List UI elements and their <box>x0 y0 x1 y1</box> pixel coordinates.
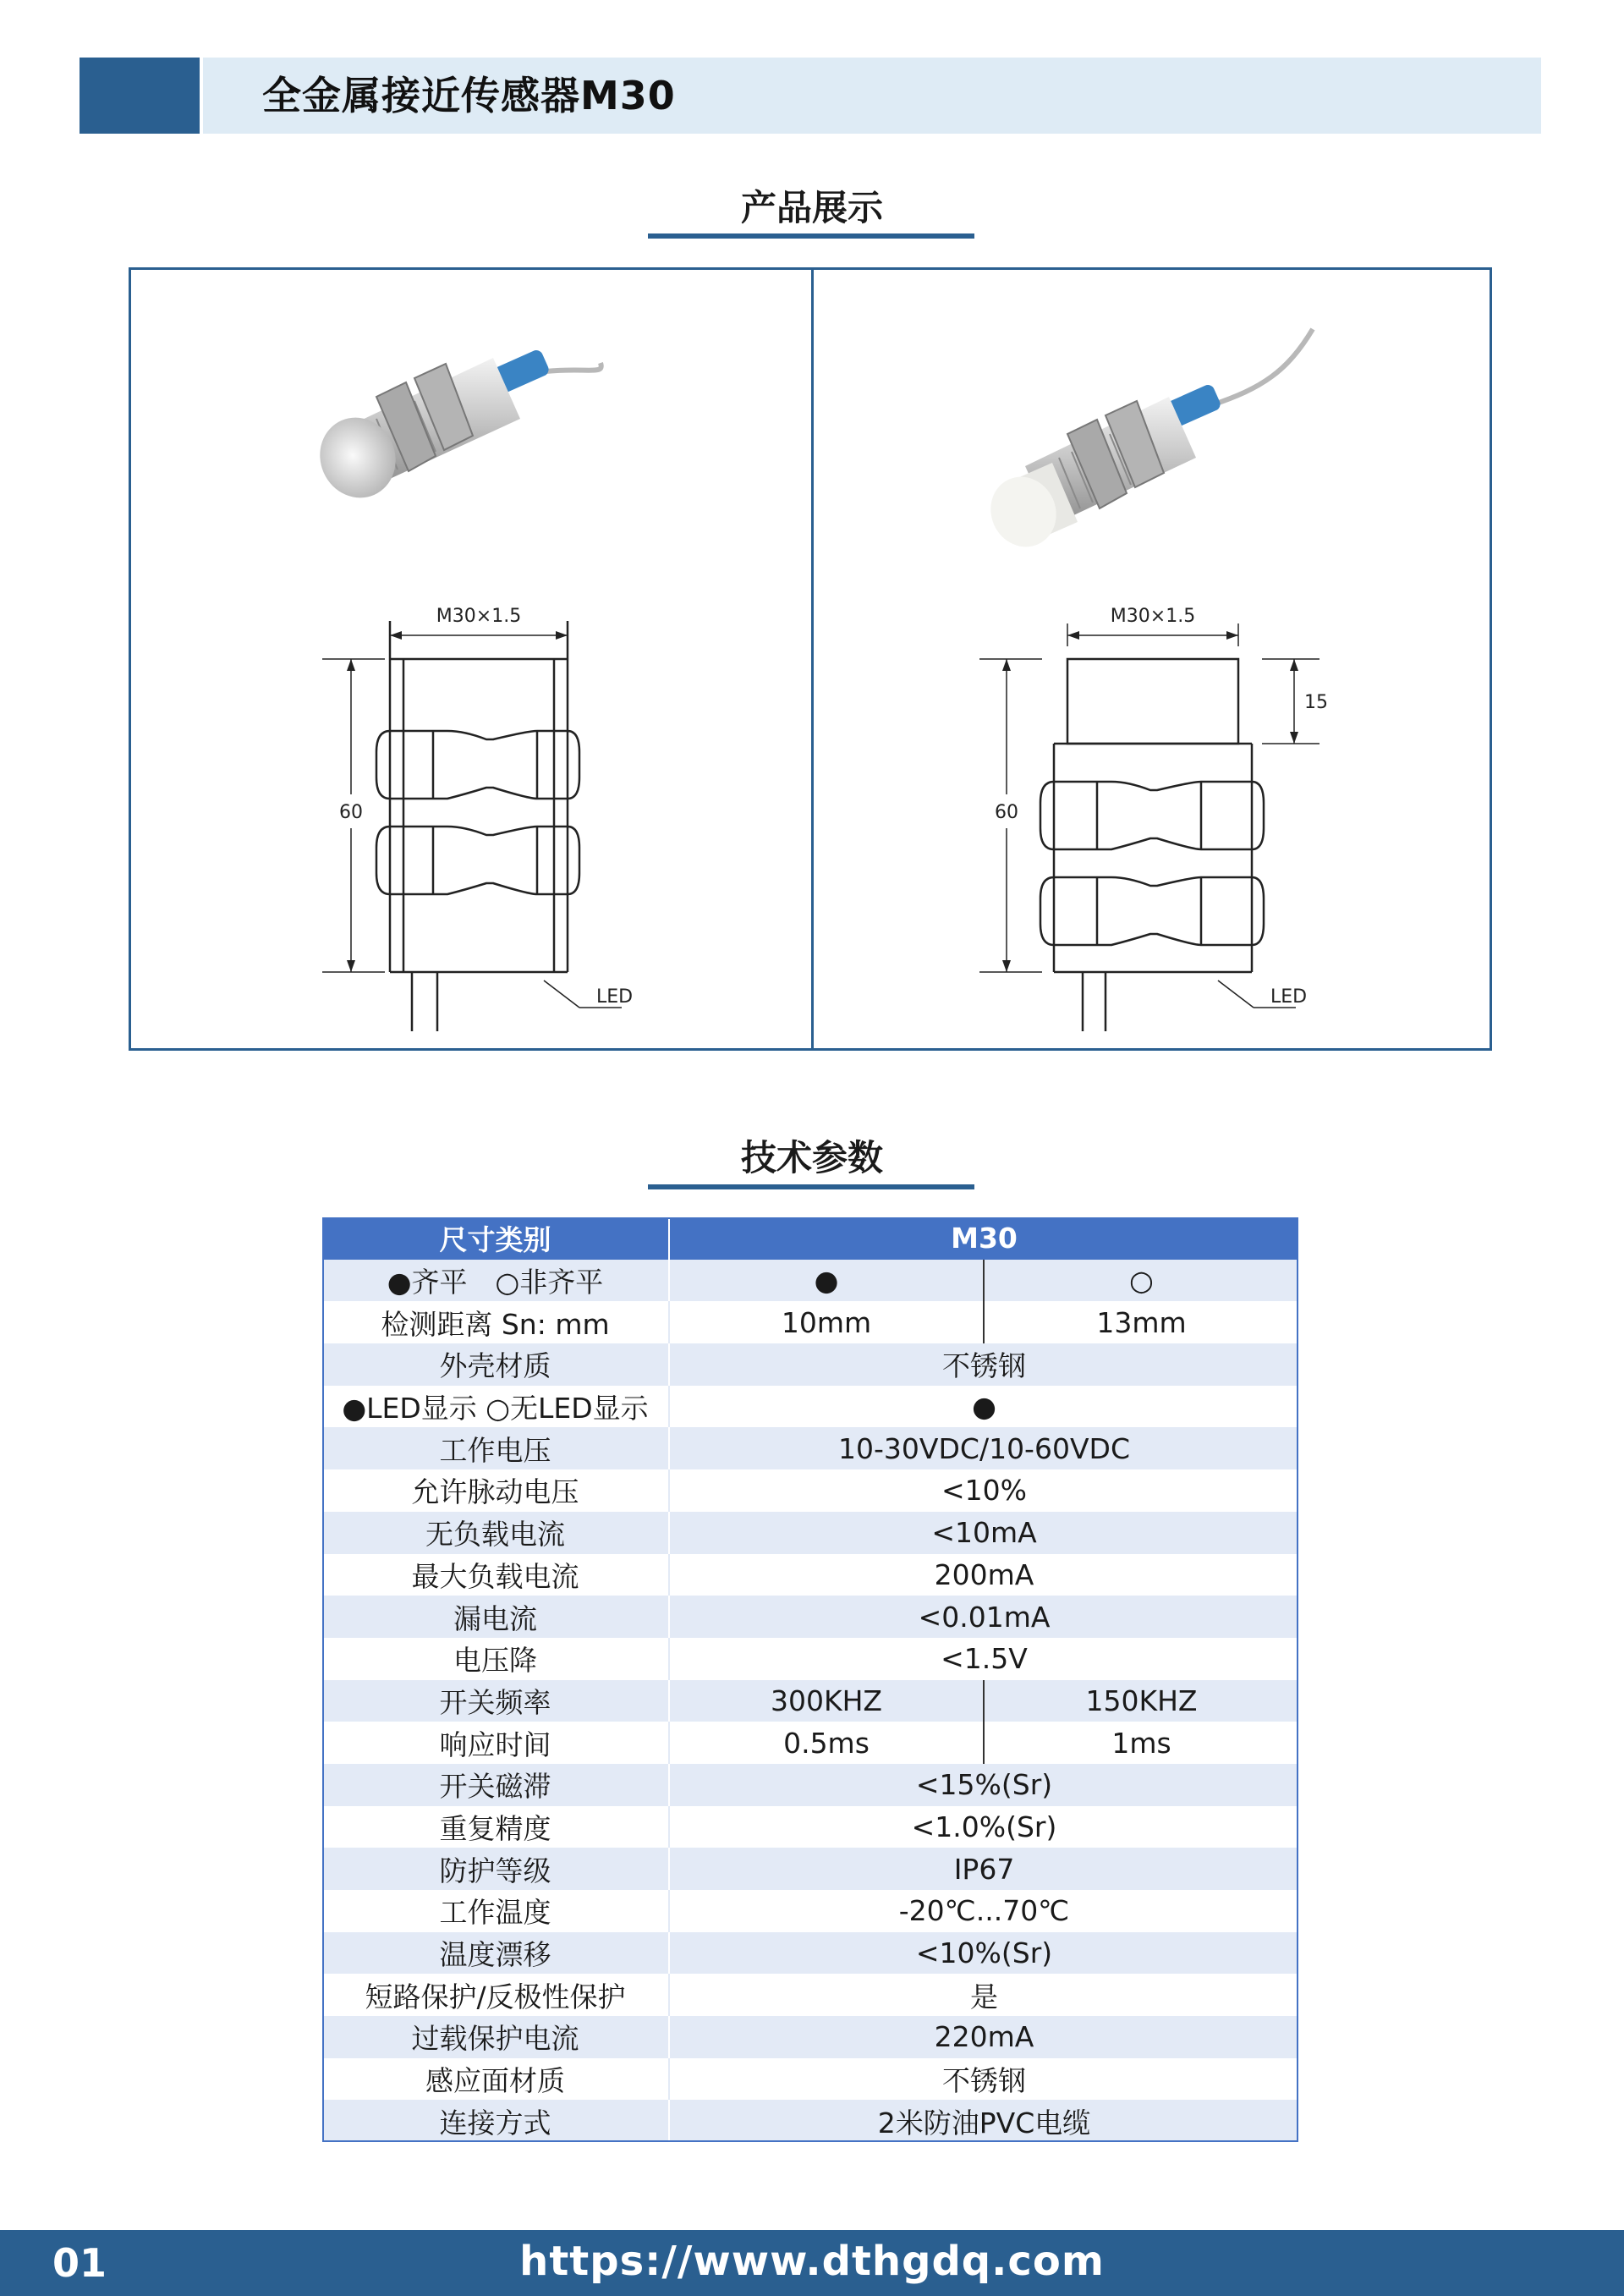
row-value: <10% <box>669 1469 1298 1512</box>
row-label: 开关磁滞 <box>322 1764 669 1806</box>
row-label: 响应时间 <box>322 1722 669 1764</box>
table-row <box>322 2100 1298 2142</box>
flush-sensor-photo <box>307 349 601 510</box>
row-value-left: 10mm <box>669 1301 984 1343</box>
row-value: <10mA <box>669 1512 1298 1554</box>
flush-led-label: LED <box>596 986 634 1008</box>
row-value: <15%(Sr) <box>669 1764 1298 1806</box>
table-row <box>322 1260 1298 1302</box>
row-value: 2米防油PVC电缆 <box>669 2100 1298 2142</box>
flush-thread-label: M30×1.5 <box>436 606 522 627</box>
spec-table <box>322 1217 1298 2142</box>
table-row <box>322 1554 1298 1596</box>
non-flush-thread-label: M30×1.5 <box>1110 606 1196 627</box>
non-flush-sensor-photo <box>979 329 1313 558</box>
non-flush-led-label: LED <box>1270 986 1308 1008</box>
row-value: IP67 <box>669 1848 1298 1890</box>
non-flush-sensor-figure <box>814 270 1490 1048</box>
table-row <box>322 1848 1298 1890</box>
footer-bar <box>0 2230 1624 2296</box>
row-label: 过载保护电流 <box>322 2016 669 2058</box>
non-flush-length-label: 60 <box>995 802 1018 823</box>
row-label: 漏电流 <box>322 1596 669 1638</box>
table-row <box>322 1722 1298 1764</box>
panel-flush <box>131 270 808 1048</box>
table-row <box>322 1512 1298 1554</box>
row-value-right: ○ <box>984 1260 1298 1302</box>
specs-title-underline <box>648 1184 974 1189</box>
table-row <box>322 1638 1298 1680</box>
table-row <box>322 1764 1298 1806</box>
row-value: ● <box>669 1386 1298 1428</box>
table-row <box>322 1343 1298 1386</box>
row-label: 外壳材质 <box>322 1343 669 1386</box>
row-label: 重复精度 <box>322 1806 669 1848</box>
row-value-left: 0.5ms <box>669 1722 984 1764</box>
row-label: 工作电压 <box>322 1427 669 1469</box>
row-label: 连接方式 <box>322 2100 669 2142</box>
table-row <box>322 1680 1298 1722</box>
row-value: 是 <box>669 1974 1298 2016</box>
table-row <box>322 1596 1298 1638</box>
row-label: 温度漂移 <box>322 1932 669 1975</box>
row-value: <10%(Sr) <box>669 1932 1298 1975</box>
row-value: -20℃...70℃ <box>669 1890 1298 1932</box>
row-label: ●LED显示 ○无LED显示 <box>322 1386 669 1428</box>
row-value: <1.5V <box>669 1638 1298 1680</box>
table-row <box>322 2058 1298 2101</box>
row-label: 工作温度 <box>322 1890 669 1932</box>
website-link[interactable]: https://www.dthgdq.com <box>519 2238 1105 2285</box>
row-value-right: 1ms <box>984 1722 1298 1764</box>
row-value-left: ● <box>669 1260 984 1302</box>
row-label: 检测距离 Sn: mm <box>322 1301 669 1343</box>
table-row <box>322 1469 1298 1512</box>
showcase-title: 产品展示 <box>740 187 883 228</box>
row-label: 开关频率 <box>322 1680 669 1722</box>
flush-length-label: 60 <box>339 802 363 823</box>
non-flush-sensor-drawing <box>979 623 1320 1031</box>
row-value-left: 300KHZ <box>669 1680 984 1722</box>
row-value: 200mA <box>669 1554 1298 1596</box>
row-label: 允许脉动电压 <box>322 1469 669 1512</box>
flush-sensor-figure <box>131 270 808 1048</box>
non-flush-protrusion-label: 15 <box>1304 692 1328 713</box>
product-showcase <box>129 267 1492 1051</box>
row-label: 感应面材质 <box>322 2058 669 2101</box>
flush-sensor-drawing <box>322 621 622 1031</box>
row-label: 防护等级 <box>322 1848 669 1890</box>
row-value: 220mA <box>669 2016 1298 2058</box>
table-row <box>322 1806 1298 1848</box>
row-label: 短路保护/反极性保护 <box>322 1974 669 2016</box>
showcase-title-underline <box>648 233 974 239</box>
page-title: 全金属接近传感器M30 <box>262 73 676 118</box>
row-value-right: 13mm <box>984 1301 1298 1343</box>
table-row <box>322 1427 1298 1469</box>
row-label: 最大负载电流 <box>322 1554 669 1596</box>
header-size-category: 尺寸类别 <box>322 1217 669 1260</box>
table-row <box>322 1932 1298 1975</box>
table-row <box>322 1890 1298 1932</box>
row-label: ●齐平 ○非齐平 <box>322 1260 669 1302</box>
header-accent-block <box>80 58 200 134</box>
specs-title: 技术参数 <box>740 1137 883 1178</box>
panel-non-flush <box>814 270 1490 1048</box>
row-value: 不锈钢 <box>669 1343 1298 1386</box>
row-value: 10-30VDC/10-60VDC <box>669 1427 1298 1469</box>
row-label: 无负载电流 <box>322 1512 669 1554</box>
row-label: 电压降 <box>322 1638 669 1680</box>
table-row <box>322 1386 1298 1428</box>
page-number: 01 <box>52 2240 107 2286</box>
row-value: <1.0%(Sr) <box>669 1806 1298 1848</box>
header-m30: M30 <box>669 1217 1298 1260</box>
table-row <box>322 1974 1298 2016</box>
spec-table-header <box>322 1217 1298 1260</box>
row-value: 不锈钢 <box>669 2058 1298 2101</box>
table-row <box>322 2016 1298 2058</box>
row-value: <0.01mA <box>669 1596 1298 1638</box>
table-row <box>322 1301 1298 1343</box>
row-value-right: 150KHZ <box>984 1680 1298 1722</box>
